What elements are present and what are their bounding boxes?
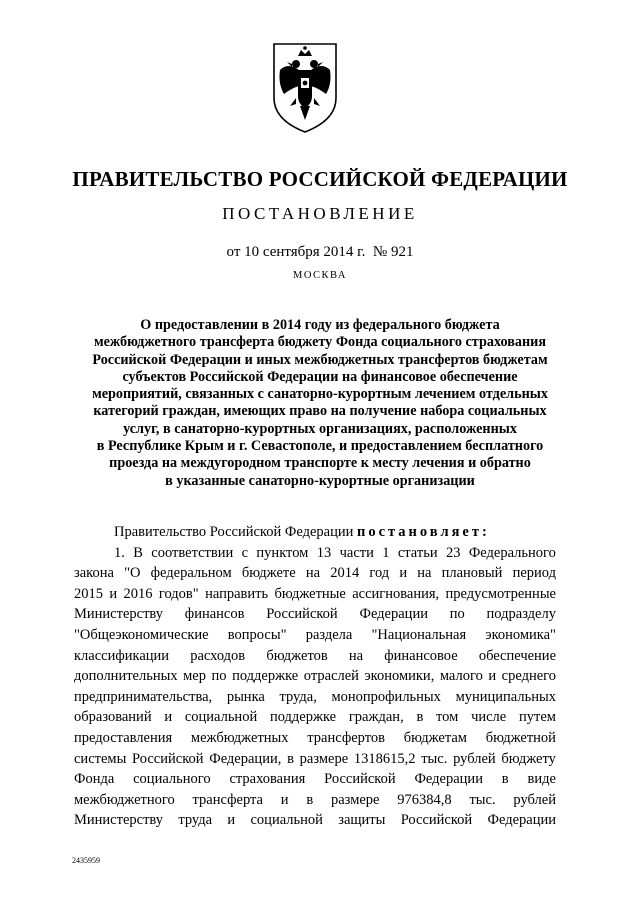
body-word: закона xyxy=(74,565,114,582)
body-word: межбюджетных xyxy=(190,729,289,746)
body-word: раздела xyxy=(305,626,353,643)
body-word: годов" xyxy=(158,585,199,602)
title-line: услуг, в санаторно-курортных организациях, расположенных xyxy=(123,420,517,437)
body-word: предусмотренные xyxy=(445,585,556,602)
body-line xyxy=(74,810,556,831)
body-word: дополнительных xyxy=(74,668,178,685)
body-word: отраслей xyxy=(303,668,359,685)
body-word: В xyxy=(133,544,143,561)
title-line: О предоставлении в 2014 году из федерального бюджета xyxy=(140,317,500,333)
title-line: субъектов Российской Федерации на финансовое обеспечение xyxy=(122,368,518,385)
body-word: бюджете xyxy=(241,565,296,582)
body-word: и xyxy=(227,812,236,829)
body-word: Российской xyxy=(400,812,473,829)
body-word: защиты xyxy=(338,812,386,829)
body-word: рублей xyxy=(453,750,496,767)
decree-title xyxy=(60,317,580,490)
body-word: соответствии xyxy=(151,544,234,561)
body-word: тыс. xyxy=(421,750,448,767)
body-word: монопрофильных xyxy=(331,688,441,705)
body-word: том xyxy=(436,709,459,726)
coat-of-arms-emblem xyxy=(268,40,342,136)
decree-date: от 10 сентября 2014 г. xyxy=(226,244,366,260)
body-line xyxy=(74,625,556,646)
body-word: Российской xyxy=(324,771,396,788)
body-word: Федерального xyxy=(468,544,556,561)
body-word: бюджетные xyxy=(274,585,346,602)
body-word: и xyxy=(280,791,289,808)
title-line: в Республике Крым и г. Севастополе, и предоставлением бесплатного xyxy=(96,438,544,455)
body-word: бюджетов xyxy=(266,647,328,664)
title-line: в указанные санаторно-курортные организации xyxy=(165,472,475,489)
body-word: мер xyxy=(183,668,206,685)
body-word: среднего xyxy=(501,668,556,685)
body-word: труда xyxy=(178,812,213,829)
body-word: рынка xyxy=(226,688,265,705)
body-word: поддержке xyxy=(269,709,337,726)
body-word: 2014 xyxy=(330,565,360,582)
body-word: трансферта xyxy=(192,791,263,808)
body-word: и xyxy=(164,709,173,726)
body-line xyxy=(74,707,556,728)
body-word: подразделу xyxy=(486,606,556,623)
body-line xyxy=(74,687,556,708)
government-name: ПРАВИТЕЛЬСТВО РОССИЙСКОЙ ФЕДЕРАЦИИ xyxy=(72,167,568,191)
body-word: 1. xyxy=(114,544,125,561)
body-word: ассигнования, xyxy=(352,585,440,602)
body-word: поддержке xyxy=(232,668,299,685)
body-word: трансфертов xyxy=(307,729,385,746)
body-word: бюджетной xyxy=(485,729,556,746)
body-word: расходов xyxy=(190,647,246,664)
body-word: труда, xyxy=(279,688,317,705)
body-word: 1318615,2 xyxy=(353,750,416,767)
body-line xyxy=(74,728,556,749)
body-line xyxy=(74,543,556,564)
body-word: на xyxy=(348,647,364,664)
body-word: Федерации xyxy=(414,771,483,788)
body-word: экономики, xyxy=(364,668,435,685)
body-word: федеральном xyxy=(150,565,232,582)
body-word: классификации xyxy=(74,647,170,664)
body-line xyxy=(74,584,556,605)
body-line xyxy=(74,666,556,687)
body-word: размере xyxy=(299,750,349,767)
title-line: мероприятий, связанных с санаторно-курортным лечением отдельных xyxy=(92,386,548,403)
body-word: размере xyxy=(330,791,380,808)
body-word: социального xyxy=(133,771,211,788)
body-word: в xyxy=(416,709,424,726)
body-word: муниципальных xyxy=(455,688,556,705)
body-line xyxy=(74,604,556,625)
body-word: страхования xyxy=(229,771,306,788)
body-word: год xyxy=(369,565,390,582)
title-line: Российской Федерации и иных межбюджетных трансфертов бюджетам xyxy=(92,351,548,368)
city-name: МОСКВА xyxy=(293,270,347,281)
body-word: Министерству xyxy=(74,812,164,829)
body-word: в xyxy=(287,750,294,767)
body-word: 2016 xyxy=(123,585,153,602)
body-word: тыс. xyxy=(469,791,496,808)
body-word: 13 xyxy=(316,544,332,561)
body-word: по xyxy=(449,606,465,623)
body-word: на xyxy=(417,565,432,582)
body-word: пунктом xyxy=(256,544,309,561)
body-word: с xyxy=(241,544,249,561)
title-line: проезда на междугородном транспорте к месту лечения и обратно xyxy=(109,455,531,472)
body-word: по xyxy=(211,668,227,685)
body-word: образований xyxy=(74,709,152,726)
decree-body xyxy=(74,522,556,831)
body-word: вопросы" xyxy=(227,626,287,643)
body-word: 976384,8 xyxy=(397,791,452,808)
body-word: "О xyxy=(124,565,141,582)
body-word: в xyxy=(501,771,509,788)
body-word: плановый xyxy=(441,565,503,582)
body-word: период xyxy=(512,565,556,582)
body-word: Фонда xyxy=(74,771,115,788)
body-line xyxy=(74,790,556,811)
body-word: числе xyxy=(471,709,507,726)
body-line xyxy=(74,769,556,790)
body-word: 2015 xyxy=(74,585,103,602)
body-word: "Национальная xyxy=(371,626,467,643)
document-code: 2435959 xyxy=(72,856,100,865)
body-word: Федерации, xyxy=(209,750,282,767)
body-line xyxy=(74,749,556,770)
body-word: Министерству xyxy=(74,606,164,623)
document-type: ПОСТАНОВЛЕНИЕ xyxy=(222,204,418,223)
body-word: финансовое xyxy=(384,647,458,664)
body-word: путем xyxy=(518,709,556,726)
body-word: обеспечение xyxy=(478,647,556,664)
body-word: 1 xyxy=(382,544,390,561)
body-word: и xyxy=(399,565,408,582)
body-line xyxy=(74,563,556,584)
body-word: направить xyxy=(205,585,269,602)
body-word: виде xyxy=(527,771,556,788)
body-word: Российской xyxy=(266,606,338,623)
body-word: бюджету xyxy=(501,750,556,767)
preamble-verb: постановляет: xyxy=(356,524,490,540)
body-word: социальной xyxy=(250,812,323,829)
body-word: предпринимательства, xyxy=(74,688,213,705)
body-word: и xyxy=(488,668,497,685)
body-word: граждан, xyxy=(348,709,404,726)
body-word: финансов xyxy=(184,606,245,623)
body-word: малого xyxy=(439,668,483,685)
preamble-text: Правительство Российской Федерации xyxy=(114,524,354,540)
body-word: рублей xyxy=(513,791,556,808)
body-word: межбюджетного xyxy=(74,791,175,808)
body-word: части xyxy=(339,544,374,561)
body-word: Федерации xyxy=(359,606,428,623)
body-word: в xyxy=(306,791,314,808)
body-word: предоставления xyxy=(74,729,173,746)
title-line: межбюджетного трансферта бюджету Фонда социального страхования xyxy=(93,334,547,351)
date-line xyxy=(0,244,640,261)
body-line xyxy=(74,646,556,667)
body-word: социальной xyxy=(184,709,258,726)
body-word: статьи xyxy=(397,544,438,561)
body-word: системы xyxy=(74,750,127,767)
title-line: категорий граждан, имеющих право на получение набора социальных xyxy=(93,403,547,420)
body-word: на xyxy=(305,565,321,582)
body-word: 23 xyxy=(445,544,461,561)
body-word: и xyxy=(109,585,118,602)
body-word: бюджетам xyxy=(403,729,467,746)
body-word: "Общеэкономические xyxy=(74,626,209,643)
body-word: экономика" xyxy=(485,626,556,643)
body-word: Федерации xyxy=(487,812,556,829)
preamble-line xyxy=(74,522,556,543)
decree-number: № 921 xyxy=(372,244,414,260)
body-word: Российской xyxy=(132,750,204,767)
